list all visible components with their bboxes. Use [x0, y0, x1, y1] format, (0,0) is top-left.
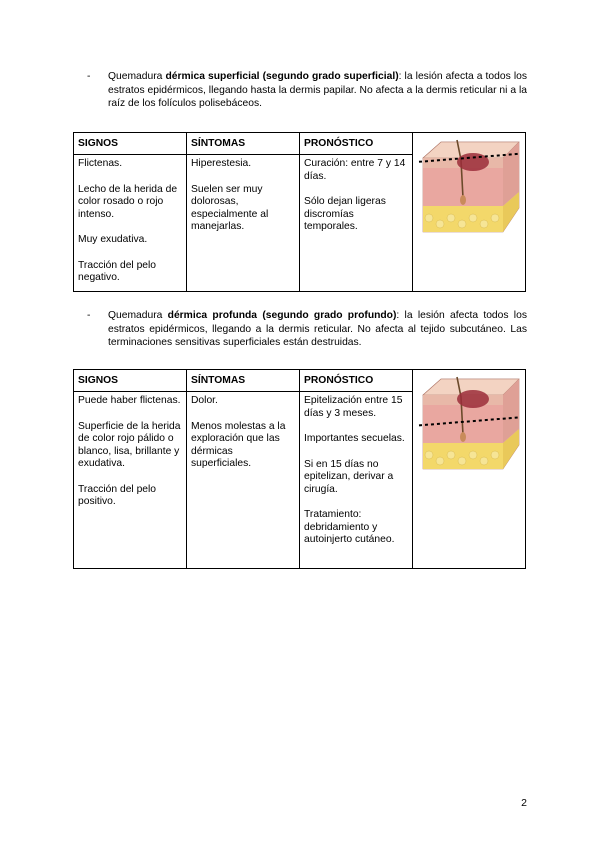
page-number: 2 — [521, 797, 527, 809]
sintomas-cell: Dolor. Menos molestas a la exploración que las dérmicas superficiales. — [187, 392, 300, 569]
term-dermica-superficial: dérmica superficial (segundo grado superficial) — [165, 71, 399, 82]
fat-lobule — [491, 451, 499, 459]
skin-diagram-profunda — [417, 373, 521, 473]
header-pronostico: PRONÓSTICO — [300, 133, 413, 155]
fat-lobule — [480, 457, 488, 465]
header-signos: SIGNOS — [74, 370, 187, 392]
skin-diagram-superficial — [417, 136, 521, 236]
fat-lobule — [491, 214, 499, 222]
fat-lobule — [447, 451, 455, 459]
table-dermica-superficial — [73, 132, 526, 292]
image-cell — [413, 133, 526, 292]
fat-lobule — [436, 457, 444, 465]
fat-lobule — [469, 214, 477, 222]
header-sintomas: SÍNTOMAS — [187, 370, 300, 392]
pronostico-cell: Curación: entre 7 y 14 días. Sólo dejan ligeras discromías temporales. — [300, 155, 413, 292]
pronostico-cell: Epitelización entre 15 días y 3 meses. Importantes secuelas. Si en 15 días no epitelizan, derivar a cirugía. Tratamiento: debridamiento y autoinjerto cutáneo. — [300, 392, 413, 569]
bullet-dash: - — [87, 71, 91, 82]
fat-lobule — [447, 214, 455, 222]
fat-lobule — [425, 451, 433, 459]
intro-paragraph-2: - Quemadura dérmica profunda (segundo grado profundo): la lesión afecta todos los estratos epidérmicos, llegando a la dermis reticular. No afecta al tejido subcutáneo. Las terminaciones sensitivas superficiales están destruidas. — [87, 310, 527, 348]
signos-cell: Flictenas. Lecho de la herida de color rosado o rojo intenso. Muy exudativa. Tracción del pelo negativo. — [74, 155, 187, 292]
signos-cell: Puede haber flictenas. Superficie de la herida de color rojo pálido o blanco, lisa, brillante y exudativa. Tracción del pelo positivo. — [74, 392, 187, 569]
sintomas-cell: Hiperestesia. Suelen ser muy dolorosas, especialmente al manejarlas. — [187, 155, 300, 292]
hair-bulb — [460, 432, 466, 442]
bullet-dash: - — [87, 310, 91, 321]
fat-lobule — [458, 220, 466, 228]
header-pronostico: PRONÓSTICO — [300, 370, 413, 392]
table-dermica-profunda — [73, 369, 526, 569]
fat-lobule — [436, 220, 444, 228]
image-cell — [413, 370, 526, 569]
burn-lesion — [457, 390, 489, 408]
header-signos: SIGNOS — [74, 133, 187, 155]
fat-lobule — [480, 220, 488, 228]
intro-paragraph-1: - Quemadura dérmica superficial (segundo grado superficial): la lesión afecta a todos los estratos epidérmicos, llegando hasta la dermis papilar. No afecta a la dermis reticular ni a la raíz de los folículos polisebáceos. — [87, 71, 527, 109]
fat-lobule — [458, 457, 466, 465]
burn-lesion — [457, 153, 489, 171]
term-dermica-profunda: dérmica profunda (segundo grado profundo) — [167, 310, 397, 321]
fat-lobule — [425, 214, 433, 222]
hair-bulb — [460, 195, 466, 205]
fat-lobule — [469, 451, 477, 459]
header-sintomas: SÍNTOMAS — [187, 133, 300, 155]
